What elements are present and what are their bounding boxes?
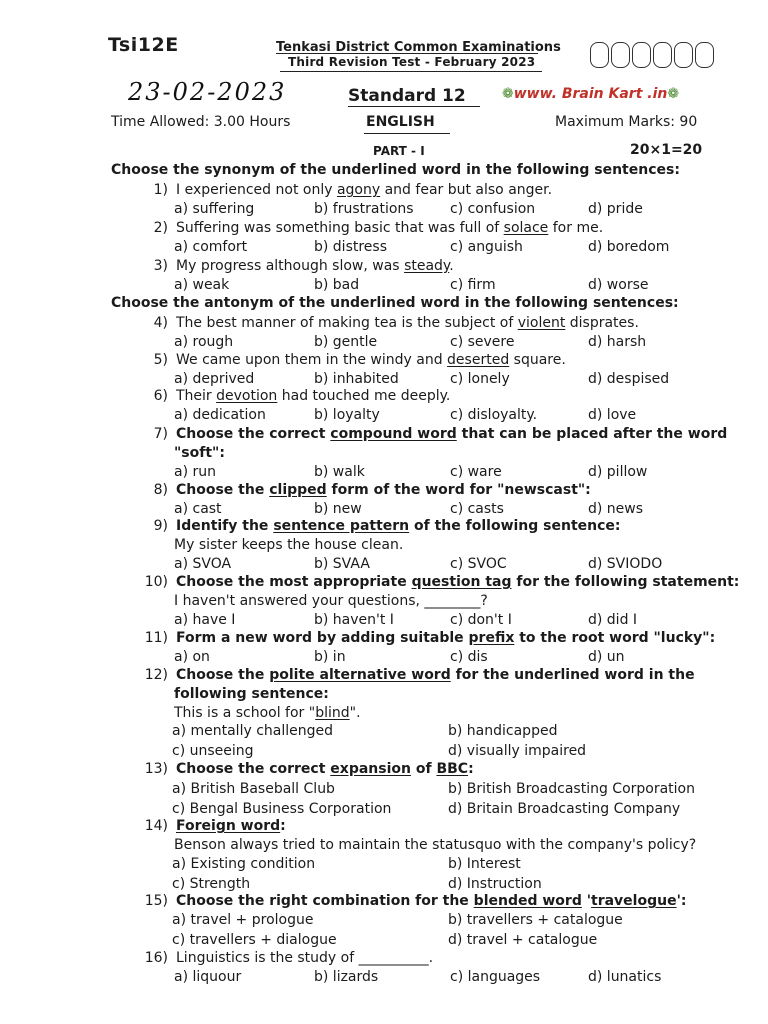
answer-option: d) Instruction (448, 876, 542, 892)
answer-option: b) loyalty (314, 407, 380, 423)
question-text-part: and fear but also anger. (380, 182, 553, 198)
question-text-part: had touched me deeply. (277, 388, 451, 404)
question-number: 3) (153, 258, 168, 274)
register-box (611, 42, 630, 68)
paper-code: Tsi12E (108, 34, 179, 56)
answer-option: b) handicapped (448, 723, 558, 739)
standard-rule (348, 106, 480, 107)
underlined-word: blind (315, 705, 350, 721)
handwritten-date: 23-02-2023 (128, 78, 287, 106)
underlined-word: deserted (447, 352, 510, 368)
underlined-word: question tag (411, 574, 512, 590)
question-text (176, 667, 695, 683)
answer-option: a) British Baseball Club (172, 781, 335, 797)
question-text-part: Suffering was something basic that was full of (176, 220, 504, 236)
answer-option: d) worse (588, 277, 649, 293)
answer-option: c) firm (450, 277, 496, 293)
answer-option: c) casts (450, 501, 504, 517)
question-number: 1) (153, 182, 168, 198)
question-text-part: to the root word "lucky": (514, 630, 716, 646)
underlined-word: solace (503, 220, 549, 236)
question-number: 2) (153, 220, 168, 236)
question-number: 5) (153, 352, 168, 368)
question-text (176, 315, 639, 331)
answer-option: d) Britain Broadcasting Company (448, 801, 681, 817)
answer-option: a) mentally challenged (172, 723, 333, 739)
subject-rule (364, 133, 450, 134)
question-text (176, 182, 552, 198)
answer-option: d) despised (588, 371, 670, 387)
question-text-part: for the following statement: (511, 574, 740, 590)
underlined-word: blended word (473, 893, 582, 909)
question-text-line2: Benson always tried to maintain the statusquo with the company's policy? (174, 837, 697, 853)
question-text (176, 482, 591, 498)
answer-option: d) visually impaired (448, 743, 587, 759)
answer-option: c) severe (450, 334, 515, 350)
answer-option: c) lonely (450, 371, 510, 387)
question-text-part: Identify the (176, 518, 274, 534)
answer-option: b) inhabited (314, 371, 399, 387)
register-box (674, 42, 693, 68)
question-text-part: of (410, 761, 437, 777)
answer-option: d) travel + catalogue (448, 932, 598, 948)
question-number: 12) (144, 667, 168, 683)
answer-option: a) have I (174, 612, 236, 628)
answer-option: b) walk (314, 464, 365, 480)
title-rule (276, 53, 538, 54)
answer-option: b) Interest (448, 856, 521, 872)
question-text (176, 818, 286, 834)
question-text-part: for the underlined word in the (450, 667, 695, 683)
flower-icon: ❁ (667, 86, 680, 102)
answer-option: b) gentle (314, 334, 378, 350)
register-box (590, 42, 609, 68)
underlined-word: expansion (330, 761, 411, 777)
section-synonym: Choose the synonym of the underlined word in the following sentences: (111, 162, 680, 178)
question-text-part: Their (176, 388, 217, 404)
question-text-part: Linguistics is the study of __________. (176, 950, 434, 966)
underlined-word: sentence pattern (273, 518, 410, 534)
answer-option: a) suffering (174, 201, 255, 217)
question-number: 9) (153, 518, 168, 534)
question-text-part: : (468, 761, 474, 777)
answer-option: d) boredom (588, 239, 670, 255)
exam-subtitle: Third Revision Test - February 2023 (288, 55, 536, 69)
question-number: 11) (144, 630, 168, 646)
question-text-part: We came upon them in the windy and (176, 352, 448, 368)
question-text-part: Choose the correct (176, 426, 331, 442)
question-text (176, 426, 727, 442)
answer-option: b) haven't I (314, 612, 394, 628)
answer-option: d) SVIODO (588, 556, 663, 572)
question-text-part: ': (676, 893, 687, 909)
answer-option: d) pillow (588, 464, 648, 480)
question-number: 7) (153, 426, 168, 442)
question-text (176, 574, 739, 590)
question-text-part: Choose the (176, 482, 270, 498)
question-text-part: for me. (548, 220, 604, 236)
question-text-part: I experienced not only (176, 182, 337, 198)
answer-option: c) confusion (450, 201, 536, 217)
question-number: 16) (144, 950, 168, 966)
question-text-part: ' (581, 893, 592, 909)
answer-option: a) cast (174, 501, 222, 517)
answer-option: a) travel + prologue (172, 912, 314, 928)
question-text-part: Choose the right combination for the (176, 893, 474, 909)
question-number: 14) (144, 818, 168, 834)
answer-option: b) travellers + catalogue (448, 912, 623, 928)
answer-option: b) frustrations (314, 201, 414, 217)
question-text-part: : (280, 818, 286, 834)
answer-option: d) love (588, 407, 637, 423)
answer-option: c) languages (450, 969, 541, 985)
exam-title: Tenkasi District Common Examinations (276, 40, 561, 55)
question-text (176, 893, 686, 909)
part-marks: 20×1=20 (630, 142, 703, 158)
time-allowed: Time Allowed: 3.00 Hours (111, 114, 291, 130)
question-text (176, 352, 566, 368)
question-text-part: Form a new word by adding suitable (176, 630, 469, 646)
answer-option: d) harsh (588, 334, 647, 350)
question-number: 15) (144, 893, 168, 909)
answer-option: a) rough (174, 334, 234, 350)
question-number: 13) (144, 761, 168, 777)
underlined-word: agony (336, 182, 381, 198)
question-text (176, 258, 454, 274)
question-text-part: Choose the correct (176, 761, 331, 777)
underlined-word: polite alternative word (269, 667, 451, 683)
answer-option: c) travellers + dialogue (172, 932, 337, 948)
question-text-part: The best manner of making tea is the subject of (176, 315, 518, 331)
max-marks: Maximum Marks: 90 (555, 114, 698, 130)
question-text-part: Choose the (176, 667, 270, 683)
register-number-boxes (590, 42, 714, 68)
answer-option: b) bad (314, 277, 360, 293)
answer-option: a) liquour (174, 969, 242, 985)
underlined-word: Foreign word (176, 818, 281, 834)
answer-option: d) did I (588, 612, 638, 628)
answer-option: a) dedication (174, 407, 266, 423)
answer-option: b) SVAA (314, 556, 370, 572)
question-text-part: My progress although slow, was (176, 258, 405, 274)
answer-option: d) news (588, 501, 644, 517)
answer-option: a) weak (174, 277, 230, 293)
answer-option: c) unseeing (172, 743, 254, 759)
answer-option: c) anguish (450, 239, 523, 255)
subject-title: ENGLISH (366, 114, 435, 130)
answer-option: d) un (588, 649, 625, 665)
question-text-part: of the following sentence: (409, 518, 621, 534)
question-text-part: . (449, 258, 454, 274)
underlined-word: travelogue (591, 893, 677, 909)
section-antonym: Choose the antonym of the underlined word in the following sentences: (111, 295, 679, 311)
question-number: 4) (153, 315, 168, 331)
question-number: 10) (144, 574, 168, 590)
question-text-part: form of the word for "newscast": (326, 482, 591, 498)
question-text (176, 518, 621, 534)
part-label: PART - I (373, 144, 425, 158)
question-text-line2: My sister keeps the house clean. (174, 537, 404, 553)
underlined-word: prefix (468, 630, 515, 646)
brand-text: www. Brain Kart .in (513, 86, 668, 102)
answer-option: c) don't I (450, 612, 512, 628)
question-text (176, 950, 433, 966)
answer-option: a) Existing condition (172, 856, 316, 872)
question-text-part: ". (349, 705, 361, 721)
question-text-line2: "soft": (174, 445, 225, 461)
standard-label: Standard 12 (348, 86, 466, 106)
underlined-word: BBC (436, 761, 469, 777)
question-number: 6) (153, 388, 168, 404)
question-text-part: Choose the most appropriate (176, 574, 412, 590)
answer-option: b) lizards (314, 969, 379, 985)
answer-option: a) run (174, 464, 216, 480)
answer-option: a) on (174, 649, 210, 665)
question-text (176, 388, 450, 404)
answer-option: c) SVOC (450, 556, 507, 572)
question-text-line2: I haven't answered your questions, ________? (174, 593, 488, 609)
subtitle-rule (280, 71, 542, 72)
question-text-line2: following sentence: (174, 686, 329, 702)
answer-option: d) pride (588, 201, 643, 217)
answer-option: c) dis (450, 649, 488, 665)
answer-option: a) SVOA (174, 556, 232, 572)
question-text-part: disprates. (565, 315, 639, 331)
answer-option: c) Strength (172, 876, 251, 892)
answer-option: b) distress (314, 239, 388, 255)
question-text-line3 (174, 705, 361, 721)
register-box (695, 42, 714, 68)
answer-option: c) Bengal Business Corporation (172, 801, 392, 817)
question-text (176, 630, 715, 646)
question-number: 8) (153, 482, 168, 498)
question-text-part: This is a school for " (174, 705, 316, 721)
underlined-word: clipped (269, 482, 327, 498)
flower-icon: ❁ (502, 86, 514, 102)
answer-option: b) new (314, 501, 362, 517)
underlined-word: devotion (216, 388, 278, 404)
answer-option: c) disloyalty. (450, 407, 538, 423)
question-text (176, 220, 603, 236)
register-box (653, 42, 672, 68)
underlined-word: steady (404, 258, 450, 274)
question-text (176, 761, 474, 777)
register-box (632, 42, 651, 68)
brand-watermark (502, 86, 679, 102)
answer-option: d) lunatics (588, 969, 662, 985)
answer-option: a) comfort (174, 239, 248, 255)
answer-option: b) British Broadcasting Corporation (448, 781, 695, 797)
underlined-word: violent (517, 315, 566, 331)
underlined-word: compound word (330, 426, 457, 442)
answer-option: a) deprived (174, 371, 255, 387)
question-text-part: that can be placed after the word (456, 426, 728, 442)
question-text-part: square. (509, 352, 566, 368)
answer-option: b) in (314, 649, 346, 665)
answer-option: c) ware (450, 464, 502, 480)
